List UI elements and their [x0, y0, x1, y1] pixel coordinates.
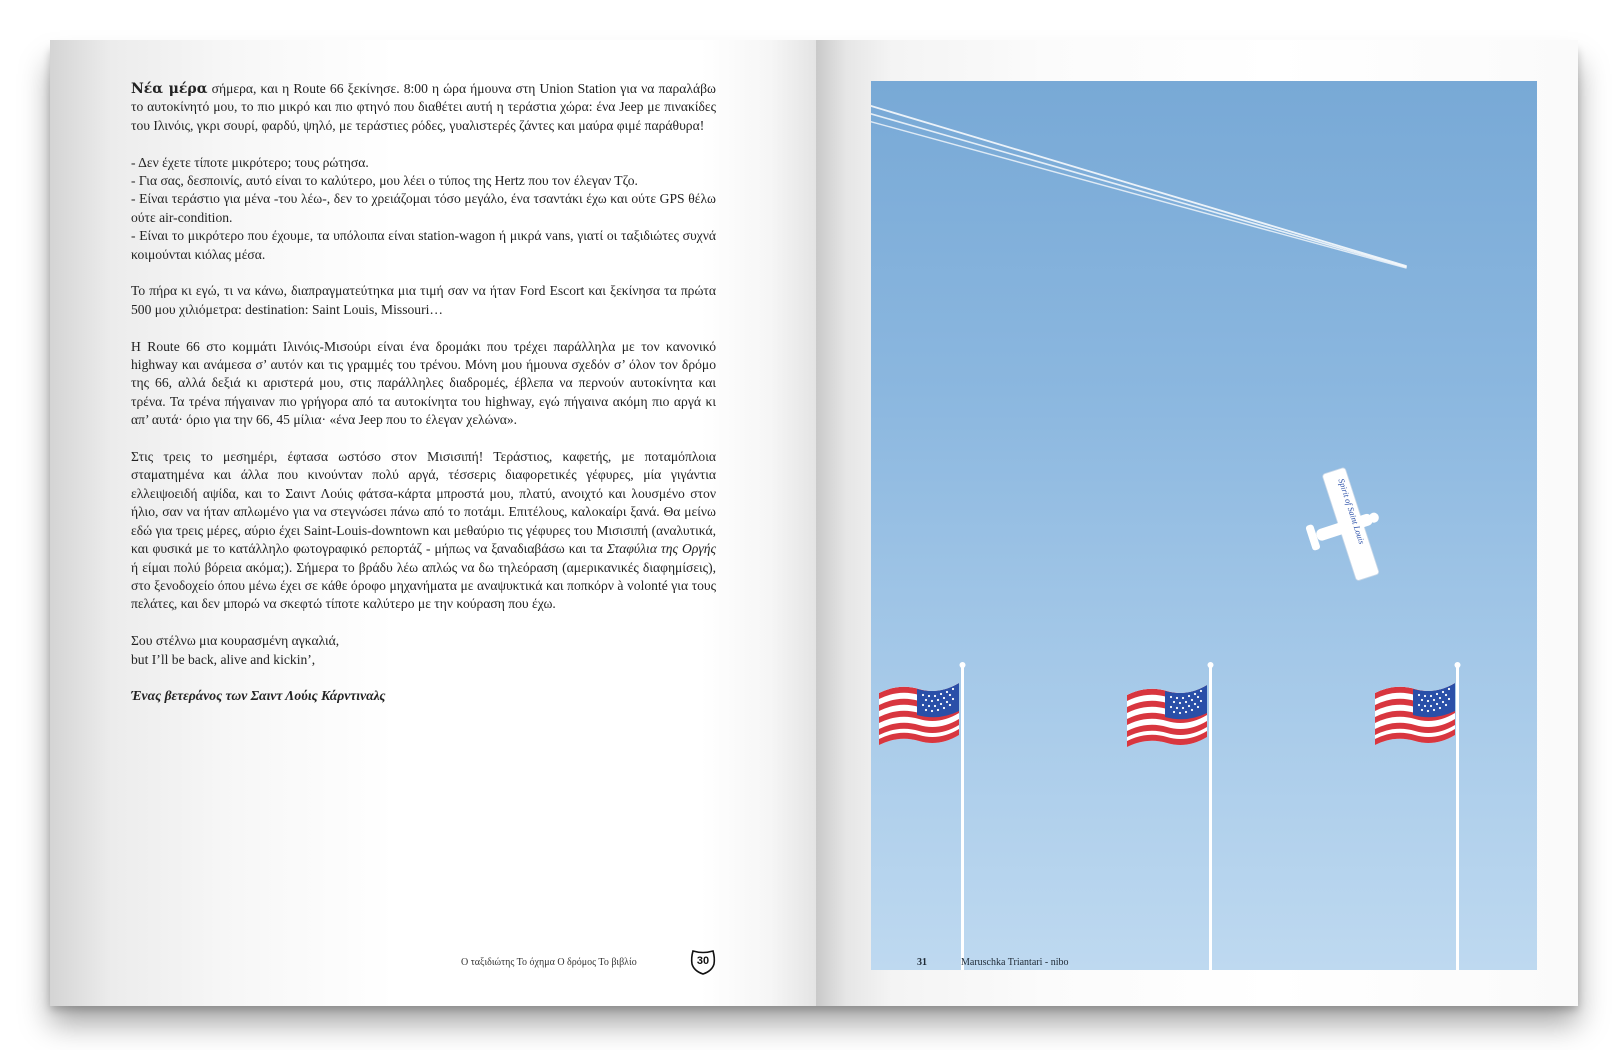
- book-title: Σταφύλια της Οργής: [606, 541, 716, 557]
- dialogue-line: - Για σας, δεσποινίς, αυτό είναι το καλύτερο, μου λέει ο τύπος της Hertz που τον έλεγαν Τζο.: [131, 173, 638, 189]
- dialogue-line: - Είναι το μικρότερο που έχουμε, τα υπόλοιπα είναι station-wagon ή μικρά vans, γιατί οι ταξιδιώτες συχνά κοιμούνται κιόλας μέσα.: [131, 228, 716, 262]
- paragraph-route: Η Route 66 στο κομμάτι Ιλινόις-Μισούρι είναι ένα δρομάκι που τρέχει παράλληλα με τον κανονικό highway και ανάμεσα σ’ αυτόν και τις γραμμές του τρένου. Μόνη μου ήμουνα σχεδόν σ’ όλον τον δρόμο της 66, αλλά δεξιά κι αριστερά μου, στις παράλληλες διαδρομές, έβλεπα να περνούν αυτοκίνητα και τρένα. Τα τρένα πήγαιναν πιο γρήγορα από τα αυτοκίνητα του highway, εγώ πήγαινα ακόμη πιο αργά κι απ’ αυτά· όριο για την 66, 45 μίλια· «ένα Jeep που το έλεγαν χελώνα».: [131, 338, 716, 428]
- page-number-left: 30: [696, 955, 710, 967]
- closing-line: Σου στέλνω μια κουρασμένη αγκαλιά,: [131, 633, 340, 649]
- paragraph-car-deal: Το πήρα κι εγώ, τι να κάνω, διαπραγματεύτηκα μια τιμή σαν να ήταν Ford Escort και ξεκίνησα τα πρώτα 500 μου χιλιόμετρα: destination: Saint Louis, Missouri…: [131, 283, 716, 317]
- signature: Ένας βετεράνος των Σαιντ Λούις Κάρντιναλς: [131, 688, 386, 704]
- illustration-credit: Maruschka Triantari - nibo: [961, 957, 1069, 968]
- us-flag-icon: [879, 681, 959, 751]
- mississippi-text-b: ή είμαι πολύ βόρεια ακόμα;). Σήμερα το βράδυ λέω απλώς να δω τηλεόραση (αμερικανικές διαφημίσεις), στο ξενοδοχείο όπου μένω έχει σε κάθε όροφο μηχανήματα με αναψυκτικά και ποπκόρν à volonté για τους πελάτες, και δεν μπορώ να σκεφτώ τίποτε καλύτερο με την κούραση που έχω.: [131, 559, 716, 612]
- contrail: [871, 103, 1406, 268]
- mississippi-text-a: Στις τρεις το μεσημέρι, έφτασα ωστόσο στον Μισισιπή! Τεράστιος, καφετής, με ποταμόπλοια σταματημένα και άλλα που κινούνταν πολύ αργά, τέσσερις διαφορετικές γέφυρες, μία γιγάντια ελλειψοειδή αψίδα, και το Σαιντ Λούις φάτσα-κάρτα μπροστά μου, πλατύ, ανοιχτό και λουσμένο στον ήλιο, σαν να ήταν απλωμένο για να στεγνώσει πάνω από το ποτάμι. Επιτέλους, καλοκαίρι ξανά. Θα μείνω εδώ για τρεις μέρες, αύριο έχει Saint-Louis-downtown και μεθαύριο τις γέφυρες του Μισισιπή (αναλυτικά, και φυσικά με το κατάλληλο φωτογραφικό ρεπορτάζ - μήπως να ξαναδιαβάσω και τα: [131, 449, 716, 557]
- paragraph-intro: [131, 80, 716, 135]
- intro-text: σήμερα, και η Route 66 ξεκίνησε. 8:00 η ώρα ήμουνα στη Union Station για να παραλάβω το αυτοκίνητό μου, το πιο μικρό και πιο φτηνό που διαθέτει αυτή η τεράστια χώρα: ένα Jeep με πινακίδες του Ιλινόις, γκρι σουρί, φαρδύ, ψηλό, με τεράστιες ρόδες, γυαλιστερές ζάντες και μαύρα φιμέ παράθυρα!: [131, 81, 716, 133]
- sky-illustration: [871, 81, 1537, 970]
- paragraph-mississippi: [131, 448, 716, 614]
- us-flag-icon: [1375, 681, 1455, 751]
- paragraph-closing: [131, 632, 716, 669]
- illustration-svg: [871, 81, 1537, 970]
- lead-word: Νέα μέρα: [131, 81, 208, 97]
- dialogue-line: - Είναι τεράστιο για μένα -του λέω-, δεν το χρειάζομαι τόσο μεγάλο, ένα τσαντάκι έχω και ούτε GPS θέλω ούτε air-condition.: [131, 191, 716, 225]
- footer-running-title: Ο ταξιδιώτης Το όχημα Ο δρόμος Το βιβλίο: [461, 957, 637, 968]
- article-body: [131, 80, 716, 724]
- closing-line: but I’ll be back, alive and kickin’,: [131, 651, 316, 667]
- plane-lettering: Spirit of Saint Louis: [1336, 477, 1368, 546]
- paragraph-dialogue: [131, 154, 716, 264]
- airplane-icon: [1292, 462, 1396, 591]
- dialogue-line: - Δεν έχετε τίποτε μικρότερο; τους ρώτησα.: [131, 154, 369, 170]
- us-flag-icon: [1127, 683, 1207, 753]
- page-number-right: 31: [917, 957, 927, 968]
